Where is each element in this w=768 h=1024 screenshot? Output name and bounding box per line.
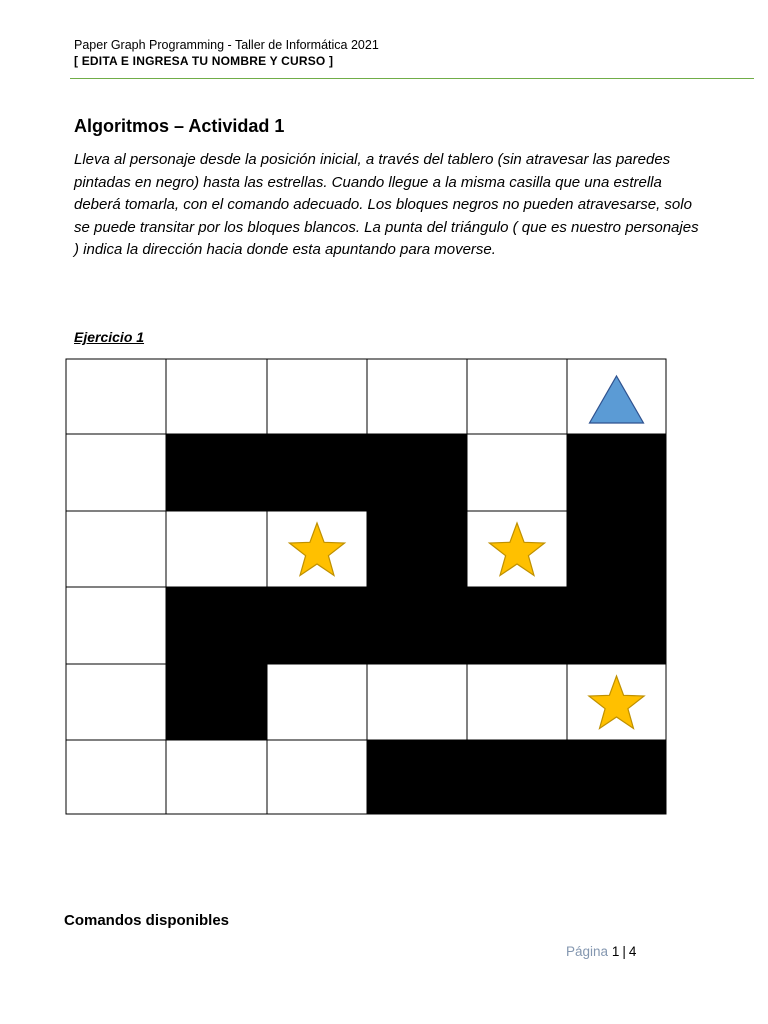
wall-cell bbox=[467, 587, 567, 664]
board-cell bbox=[267, 740, 367, 814]
page-total: 4 bbox=[628, 944, 637, 959]
board-cell bbox=[166, 740, 267, 814]
wall-cell bbox=[166, 664, 267, 740]
instructions-text: Lleva al personaje desde la posición inicial, a través del tablero (sin atravesar las paredes pintadas en negro) hasta las estrellas. Cuando llegue a la misma casilla que una estrella deberá tomarla, con el comando adecuado. Los bloques negros no pueden atravesarse, solo se puede transitar por los bloques blancos. La punta del triángulo ( que es nuestro personajes ) indica la dirección hacia donde esta apuntando para moverse. bbox=[74, 151, 699, 259]
page-number: 1 bbox=[611, 944, 620, 959]
wall-cell bbox=[567, 587, 666, 664]
wall-cell bbox=[367, 587, 467, 664]
board-cell bbox=[166, 511, 267, 587]
wall-cell bbox=[367, 511, 467, 587]
board-cell bbox=[66, 664, 166, 740]
board-cell bbox=[166, 359, 267, 434]
wall-cell bbox=[567, 740, 666, 814]
wall-cell bbox=[467, 740, 567, 814]
board-cell bbox=[367, 359, 467, 434]
wall-cell bbox=[267, 587, 367, 664]
board-cell bbox=[66, 740, 166, 814]
wall-cell bbox=[166, 434, 267, 511]
board-cell bbox=[467, 359, 567, 434]
board-cell bbox=[267, 664, 367, 740]
wall-cell bbox=[567, 434, 666, 511]
page-label: Página bbox=[566, 944, 609, 959]
page-separator: | bbox=[622, 944, 626, 959]
page-title: Algoritmos – Actividad 1 bbox=[74, 116, 285, 136]
wall-cell bbox=[567, 511, 666, 587]
board-cell bbox=[66, 511, 166, 587]
board-cell bbox=[367, 664, 467, 740]
board-cell bbox=[66, 587, 166, 664]
commands-heading: Comandos disponibles bbox=[64, 912, 230, 929]
header-title: Paper Graph Programming - Taller de Informática 2021 bbox=[74, 38, 379, 52]
header-name-field[interactable]: [ EDITA E INGRESA TU NOMBRE Y CURSO ] bbox=[74, 54, 334, 68]
wall-cell bbox=[166, 587, 267, 664]
wall-cell bbox=[367, 740, 467, 814]
exercise-label: Ejercicio 1 bbox=[74, 329, 145, 345]
board-cell bbox=[267, 359, 367, 434]
wall-cell bbox=[367, 434, 467, 511]
board-cell bbox=[66, 359, 166, 434]
board-cell bbox=[66, 434, 166, 511]
wall-cell bbox=[267, 434, 367, 511]
board-cell bbox=[467, 434, 567, 511]
board-cell bbox=[467, 664, 567, 740]
header-divider bbox=[70, 78, 754, 79]
page-footer bbox=[566, 944, 636, 959]
